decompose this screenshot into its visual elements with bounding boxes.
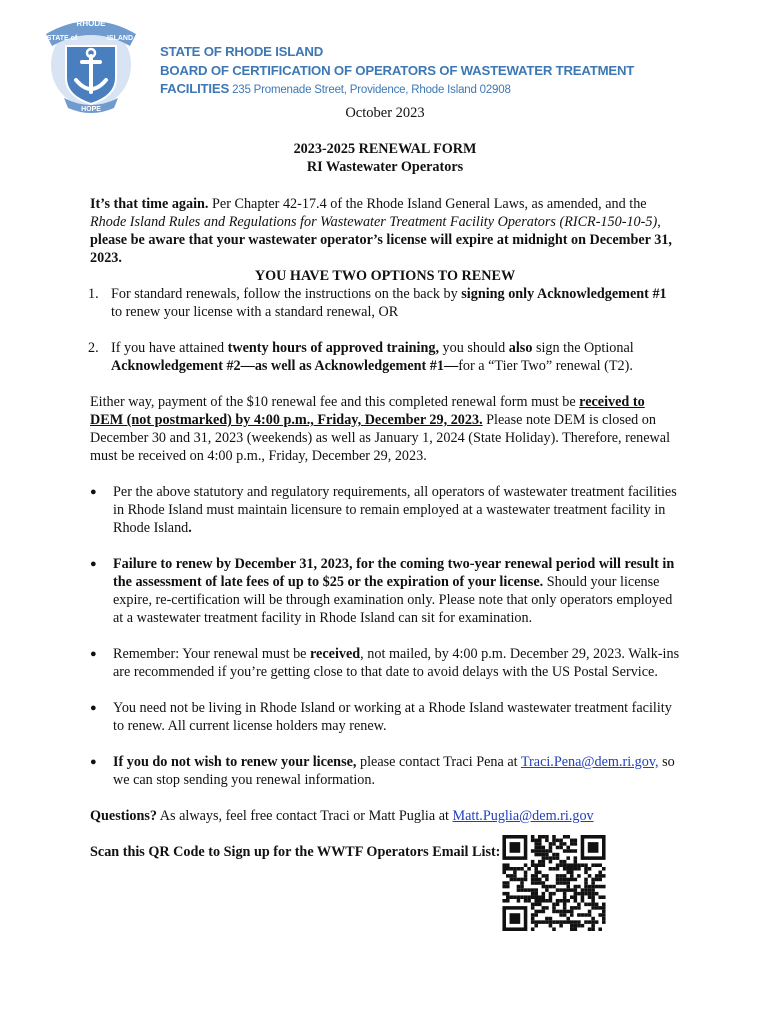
bullet-icon: ● <box>90 756 97 768</box>
option-item: 2. If you have attained twenty hours of approved training, you should also sign the Optional Acknowledgement #2—as well as Acknowledgement #1—for a “Tier Two” renewal (T2). <box>88 340 634 374</box>
intro-paragraph: It’s that time again. Per Chapter 42-17.4 of the Rhode Island General Laws, as amended, and the Rhode Island Rules and Regulations for Wastewater Treatment Facility Operators (RICR-150-10-5), please be aware that your wastewater operator’s license will expire at midnight on December 31, 2023. <box>90 196 672 266</box>
qr-code-image[interactable] <box>502 835 606 931</box>
qr-signup-text: Scan this QR Code to Sign up for the WWTF Operators Email List: <box>90 844 501 860</box>
letter-body <box>90 195 680 931</box>
payment-paragraph: Either way, payment of the $10 renewal fee and this completed renewal form must be received to DEM (not postmarked) by 4:00 p.m., Friday, December 29, 2023. Please note DEM is closed on December 30 and 31, 2023 (weekends) as well as January 1, 2024 (State Holiday). Therefore, renewal must be received on 4:00 p.m., Friday, December 29, 2023. <box>90 394 671 464</box>
svg-text:ISLAND: ISLAND <box>106 35 134 42</box>
svg-text:HOPE: HOPE <box>81 106 101 113</box>
questions-paragraph: Questions? As always, feel free contact Traci or Matt Puglia at Matt.Puglia@dem.ri.gov <box>90 808 594 824</box>
qr-signup-row <box>90 843 680 931</box>
document-date: October 2023 <box>345 105 425 121</box>
traci-email-link[interactable]: Traci.Pena@dem.ri.gov, <box>520 754 659 770</box>
list-item: ● If you do not wish to renew your license, please contact Traci Pena at Traci.Pena@dem.ri.gov, so we can stop sending you renewal information. <box>90 754 675 788</box>
bullet-icon: ● <box>90 486 97 498</box>
list-item: ● Remember: Your renewal must be received, not mailed, by 4:00 p.m. December 29, 2023. Walk-ins are recommended if you’re getting close to that date to avoid delays with the US Postal Service. <box>90 646 680 680</box>
bullet-icon: ● <box>90 648 97 660</box>
state-seal-logo <box>40 12 142 118</box>
svg-text:STATE of: STATE of <box>46 35 78 42</box>
options-heading: YOU HAVE TWO OPTIONS TO RENEW <box>254 268 516 284</box>
form-title <box>0 140 770 176</box>
letterhead-address: 235 Promenade Street, Providence, Rhode Island 02908 <box>229 84 511 96</box>
bullet-icon: ● <box>90 702 97 714</box>
option-item: 1. For standard renewals, follow the instructions on the back by signing only Acknowledgement #1 to renew your license with a standard renewal, OR <box>88 286 667 320</box>
bullet-icon: ● <box>90 558 97 570</box>
form-title-line1: 2023-2025 RENEWAL FORM <box>293 141 477 157</box>
letterhead <box>160 43 634 100</box>
list-item: ● Per the above statutory and regulatory requirements, all operators of wastewater treatment facilities in Rhode Island must maintain licensure to remain employed at a wastewater treatment facility in Rhode Island. <box>90 484 677 536</box>
list-item: ● Failure to renew by December 31, 2023, for the coming two-year renewal period will result in the assessment of late fees of up to $25 or the expiration of your license. Should your license expire, re-certification will be through examination only. Please note that only operators employed at a wastewater treatment facility in Rhode Island can sit for examination. <box>90 556 675 626</box>
svg-text:RHODE: RHODE <box>76 19 106 28</box>
letterhead-facilities: FACILITIES 235 Promenade Street, Providence, Rhode Island 02908 <box>160 81 511 96</box>
form-title-line2: RI Wastewater Operators <box>306 159 464 175</box>
letterhead-board: BOARD OF CERTIFICATION OF OPERATORS OF WASTEWATER TREATMENT <box>160 62 635 78</box>
letterhead-state: STATE OF RHODE ISLAND <box>160 44 324 59</box>
matt-email-link[interactable]: Matt.Puglia@dem.ri.gov <box>452 808 594 824</box>
list-item: ● You need not be living in Rhode Island or working at a Rhode Island wastewater treatment facility to renew. All current license holders may renew. <box>90 700 672 734</box>
